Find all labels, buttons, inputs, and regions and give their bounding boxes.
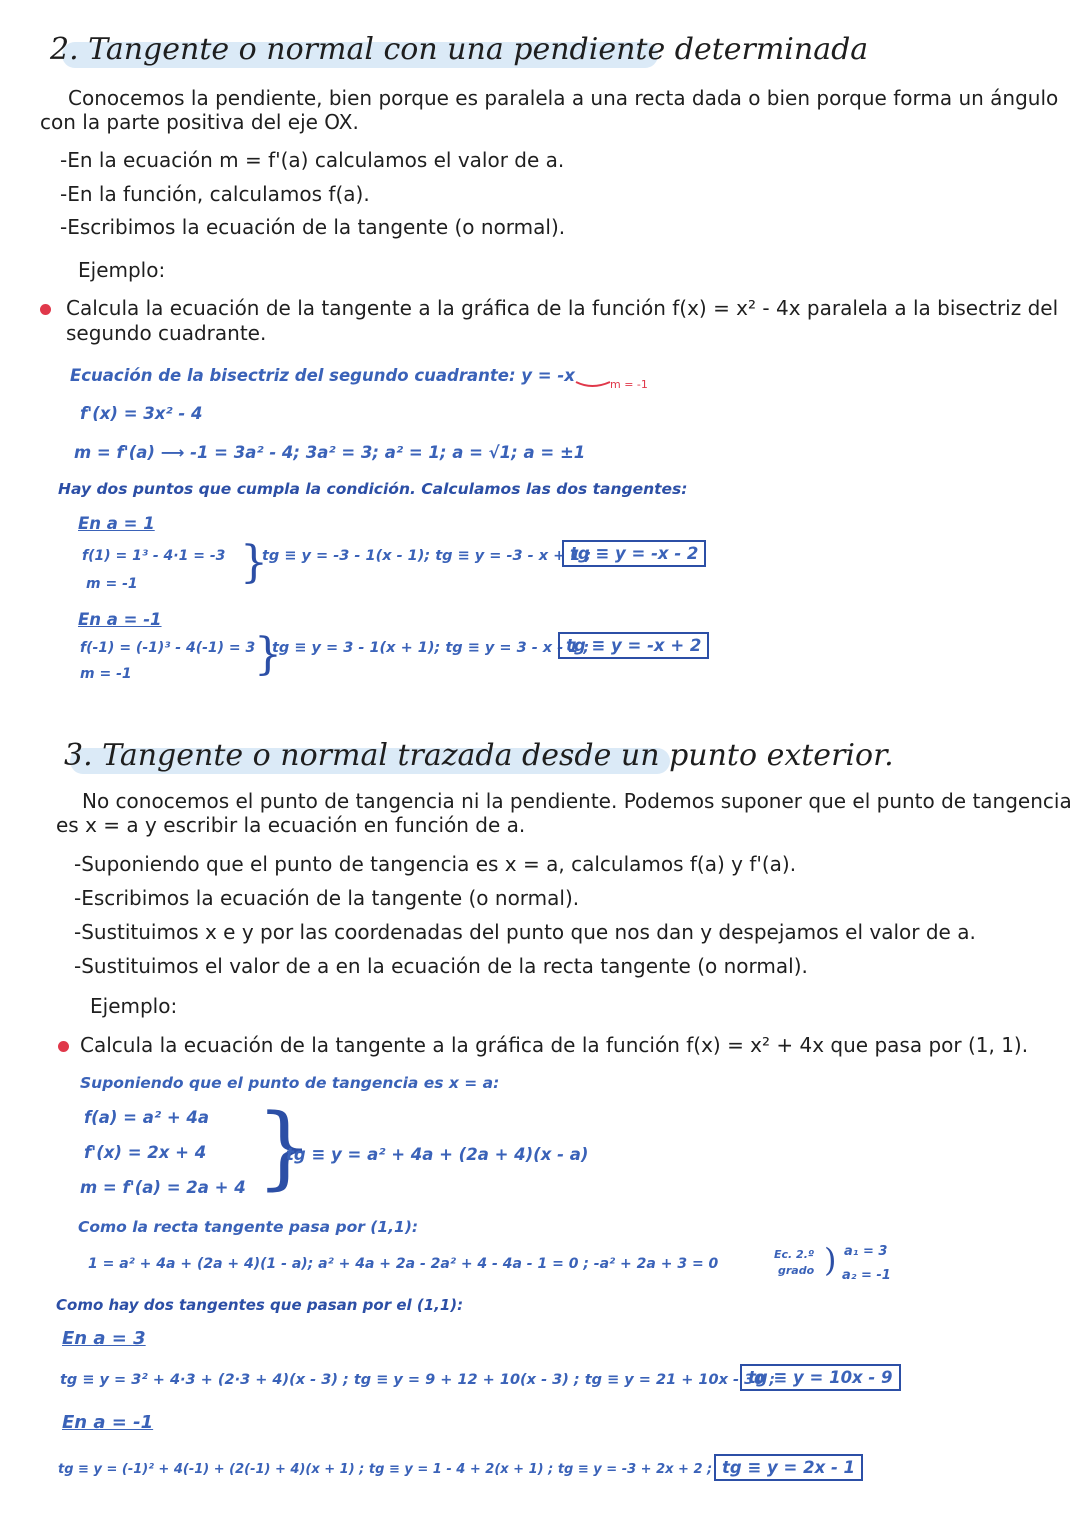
section-3-step-2: -Escribimos la ecuación de la tangente (o normal). [74, 886, 580, 910]
case-2-equation: tg ≡ y = 3 - 1(x + 1); tg ≡ y = 3 - x - 1 ; [272, 640, 590, 656]
tangent-general: tg ≡ y = a² + 4a + (2a + 4)(x - a) [286, 1145, 589, 1164]
passes-line: Como la recta tangente pasa por (1,1): [78, 1218, 419, 1236]
root-2: a₂ = -1 [842, 1268, 891, 1283]
case-1-m-value: m = -1 [86, 576, 138, 592]
case-1-brace: } [240, 537, 268, 588]
slope-arrow-icon [574, 376, 614, 390]
bisectriz-line: Ecuación de la bisectriz del segundo cuadrante: y = -x [70, 366, 575, 385]
section-3-step-3: -Sustituimos x e y por las coordenadas del punto que nos dan y despejamos el valor de a. [74, 920, 976, 944]
section-3-example-label: Ejemplo: [90, 994, 178, 1018]
case-4-equation: tg ≡ y = (-1)² + 4(-1) + (2(-1) + 4)(x + 1) ; tg ≡ y = 1 - 4 + 2(x + 1) ; tg ≡ y = -3 + 2x + 2 ; [58, 1462, 713, 1477]
root-1: a₁ = 3 [844, 1244, 888, 1259]
section-3-step-1: -Suponiendo que el punto de tangencia es x = a, calculamos f(a) y f'(a). [74, 852, 797, 876]
section-3-intro-line-2: es x = a y escribir la ecuación en función de a. [56, 813, 526, 837]
case-2-f-value: f(-1) = (-1)³ - 4(-1) = 3 [80, 640, 256, 656]
slope-note: m = -1 [610, 378, 648, 391]
section-3-heading: 3. Tangente o normal trazada desde un punto exterior. [64, 738, 894, 773]
case-4-label: En a = -1 [62, 1412, 154, 1433]
section-2-heading: 2. Tangente o normal con una pendiente determinada [50, 32, 869, 67]
section-2-intro-line-1: Conocemos la pendiente, bien porque es paralela a una recta dada o bien porque forma un ángulo [68, 86, 1059, 110]
section-2-intro-line-2: con la parte positiva del eje OX. [40, 110, 359, 134]
ec2-note-line-2: grado [778, 1264, 815, 1277]
fa-line: f(a) = a² + 4a [84, 1108, 209, 1127]
section-2-problem-line-1: Calcula la ecuación de la tangente a la gráfica de la función f(x) = x² - 4x paralela a la bisectriz del [66, 296, 1059, 320]
m-line: m = f'(a) = 2a + 4 [80, 1178, 246, 1197]
solve-a-line: m = f'(a) ⟶ -1 = 3a² - 4; 3a² = 3; a² = 1; a = √1; a = ±1 [74, 443, 586, 462]
section-3-intro-line-1: No conocemos el punto de tangencia ni la pendiente. Podemos suponer que el punto de tangencia [82, 789, 1072, 813]
work-brace: } [256, 1095, 314, 1200]
section-2-example-label: Ejemplo: [78, 258, 166, 282]
section-2-step-2: -En la función, calculamos f(a). [60, 182, 370, 206]
case-3-equation: tg ≡ y = 3² + 4·3 + (2·3 + 4)(x - 3) ; tg ≡ y = 9 + 12 + 10(x - 3) ; tg ≡ y = 21 + 10x - 30 ; [60, 1372, 776, 1388]
section-3-problem: Calcula la ecuación de la tangente a la gráfica de la función f(x) = x² + 4x que pasa por (1, 1). [80, 1033, 1029, 1057]
case-3-label: En a = 3 [62, 1328, 146, 1349]
bullet-icon [58, 1041, 69, 1052]
section-2-step-1: -En la ecuación m = f'(a) calculamos el valor de a. [60, 148, 565, 172]
bullet-icon [40, 304, 51, 315]
ec2-note-line-1: Ec. 2.º [774, 1248, 815, 1261]
case-3-result: tg ≡ y = 10x - 9 [740, 1364, 901, 1391]
section-2-step-3: -Escribimos la ecuación de la tangente (o normal). [60, 215, 566, 239]
section-2-problem-line-2: segundo cuadrante. [66, 321, 267, 345]
section-3-step-4: -Sustituimos el valor de a en la ecuación de la recta tangente (o normal). [74, 954, 808, 978]
suppose-line: Suponiendo que el punto de tangencia es x = a: [80, 1074, 500, 1092]
quadratic-equation: 1 = a² + 4a + (2a + 4)(1 - a); a² + 4a + 2a - 2a² + 4 - 4a - 1 = 0 ; -a² + 2a + 3 = 0 [88, 1256, 719, 1272]
two-points-note: Hay dos puntos que cumpla la condición. Calculamos las dos tangentes: [58, 480, 688, 498]
case-4-result: tg ≡ y = 2x - 1 [714, 1454, 863, 1481]
case-2-label: En a = -1 [78, 610, 162, 629]
case-1-label: En a = 1 [78, 514, 155, 533]
case-2-m-value: m = -1 [80, 666, 132, 682]
case-2-brace: } [254, 629, 282, 680]
ec2-brace: ) [824, 1241, 837, 1279]
fpx-line: f'(x) = 2x + 4 [84, 1143, 207, 1162]
case-1-equation: tg ≡ y = -3 - 1(x - 1); tg ≡ y = -3 - x + 1 ; [262, 548, 592, 564]
derivative-line: f'(x) = 3x² - 4 [80, 404, 203, 423]
case-1-result: tg ≡ y = -x - 2 [562, 540, 706, 567]
case-1-f-value: f(1) = 1³ - 4·1 = -3 [82, 548, 226, 564]
two-tangents-note: Como hay dos tangentes que pasan por el (1,1): [56, 1296, 464, 1314]
case-2-result: tg ≡ y = -x + 2 [558, 632, 709, 659]
